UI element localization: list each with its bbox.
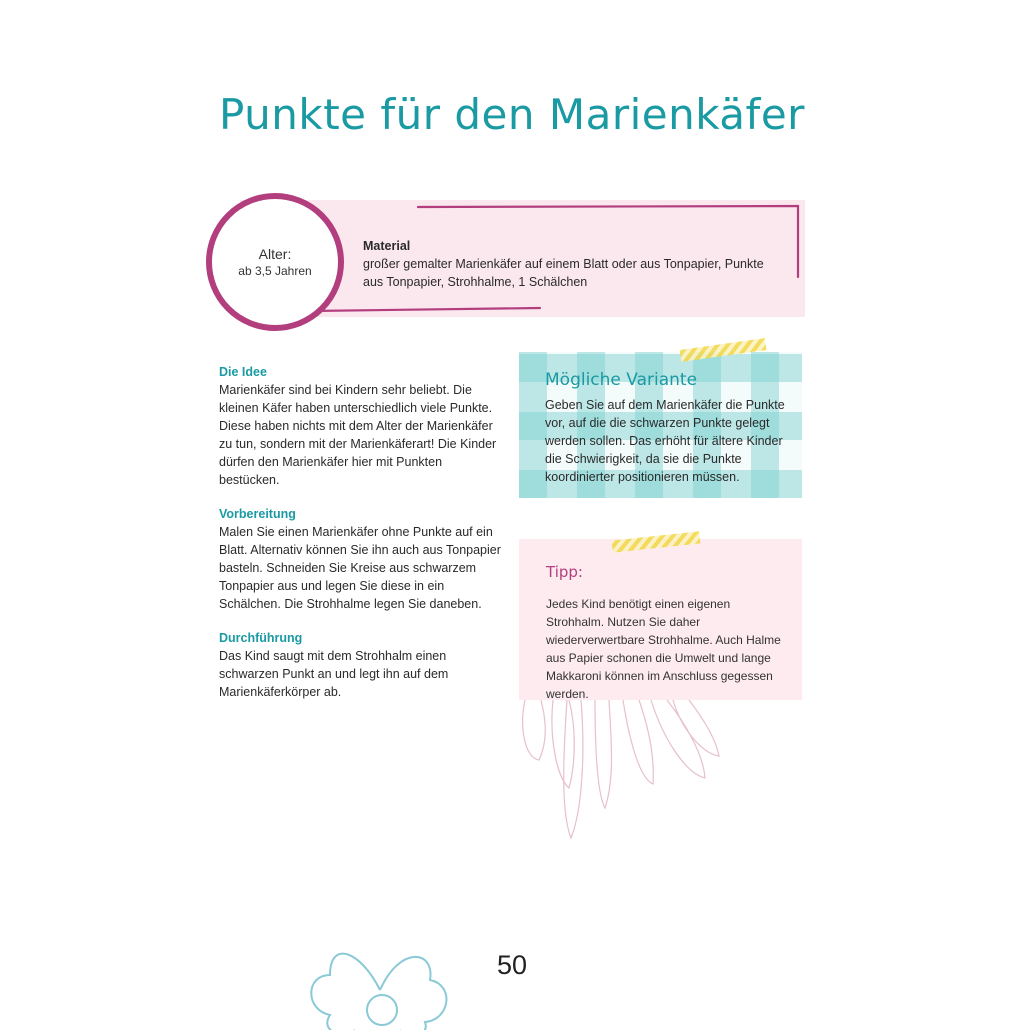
age-label: Alter:	[258, 246, 292, 262]
age-value: ab 3,5 Jahren	[238, 264, 312, 278]
tipp-box	[519, 539, 802, 700]
section-body-idee: Marienkäfer sind bei Kindern sehr beliebt. Die kleinen Käfer haben unterschiedlich viele Punkte. Diese haben nichts mit dem Alter der Marienkäfer zu tun, sondern mit der Marienkäferart! Die Kinder dürfen den Marienkäfer hier mit Punkten bestücken.	[219, 383, 497, 487]
material-heading: Material	[363, 239, 411, 253]
section-heading-idee: Die Idee	[219, 365, 267, 379]
age-badge	[206, 193, 344, 331]
flower-petals-decoration	[505, 698, 725, 848]
material-block	[363, 237, 783, 291]
instructions-column	[219, 363, 505, 717]
section-heading-durchfuehrung: Durchführung	[219, 631, 303, 645]
tipp-text: Jedes Kind benötigt einen eigenen Strohhalm. Nutzen Sie daher wiederverwertbare Strohhalme. Auch Halme aus Papier schonen die Umwelt und lange Makkaroni können im Anschluss gegessen werden.	[546, 597, 781, 701]
section-heading-vorbereitung: Vorbereitung	[219, 507, 296, 521]
section-body-vorbereitung: Malen Sie einen Marienkäfer ohne Punkte auf ein Blatt. Alternativ können Sie ihn auch aus Tonpapier basteln. Schneiden Sie Kreise aus schwarzem Tonpapier aus und legen Sie diese in ein Schälchen. Die Strohhalme legen Sie daneben.	[219, 525, 501, 611]
variant-text: Geben Sie auf dem Marienkäfer die Punkte vor, auf die die schwarzen Punkte gelegt werden sollen. Das erhöht für ältere Kinder die Schwierigkeit, da sie die Punkte koordinierter positionieren müssen.	[545, 398, 785, 484]
page-number: 50	[496, 950, 528, 980]
tipp-title: Tipp:	[546, 563, 583, 581]
section-body-durchfuehrung: Das Kind saugt mit dem Strohhalm einen schwarzen Punkt an und legt ihn auf dem Marienkäferkörper ab.	[219, 649, 449, 699]
variant-title: Mögliche Variante	[545, 370, 698, 390]
material-text: großer gemalter Marienkäfer auf einem Blatt oder aus Tonpapier, Punkte aus Tonpapier, Strohhalme, 1 Schälchen	[363, 257, 764, 289]
page-title: Punkte für den Marienkäfer	[219, 90, 805, 139]
variant-box	[519, 352, 802, 498]
